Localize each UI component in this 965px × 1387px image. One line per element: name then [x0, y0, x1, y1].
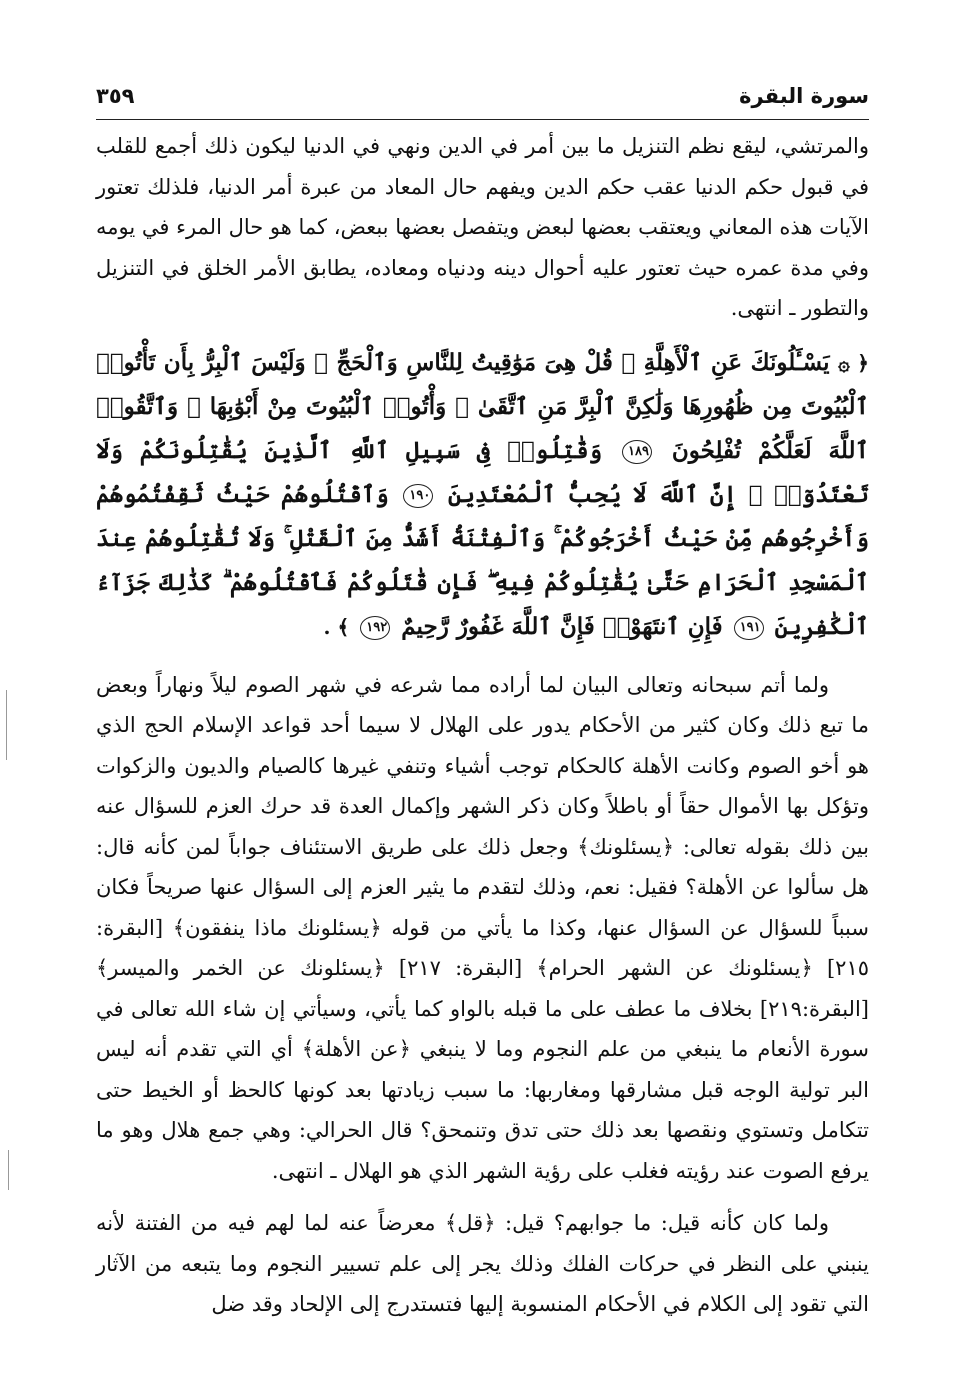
verse-text-192: فَإِنِ ٱنتَهَوْا۟ فَإِنَّ ٱللَّهَ غَفُورٌ رَّحِيمٌ — [401, 612, 723, 640]
verse-number-190: ١٩٠ — [403, 484, 433, 508]
verse-close-ornament: ﴾ . — [323, 614, 350, 639]
verse-number-189: ١٨٩ — [622, 440, 652, 464]
running-header — [96, 78, 869, 114]
quran-verse-block — [96, 341, 869, 649]
paragraph-1: والمرتشي، ليقع نظم التنزيل ما بين أمر في الدين ونهي في الدنيا ليكون ذلك أجمع للقلب في قبول حكم الدنيا عقب حكم الدين ويفهم حال المعاد من عبرة أمر الدنيا، فلذلك تعتور الآيات هذه المعاني ويعتقب بعضها لبعض ويتفصل بعضها ببعض، كما هو حال المرء في يومه وفي مدة عمره حيث تعتور عليه أحوال دينه ودنياه ومعاده، يطابق الأمر الخلق في التنزيل والتطور ـ انتهى. — [95, 134, 869, 320]
verse-text-191: وَٱقْتُلُوهُمْ حَيْثُ ثَقِفْتُمُوهُمْ وَأَخْرِجُوهُم مِّنْ حَيْثُ أَخْرَجُوكُمْ ۚ وَٱلْفِتْنَةُ أَشَدُّ مِنَ ٱلْقَتْلِ ۚ وَلَا تُقَٰتِلُوهُمْ عِندَ ٱلْمَسْجِدِ ٱلْحَرَامِ حَتَّىٰ يُقَٰتِلُوكُمْ فِيهِ ۖ فَإِن قَٰتَلُوكُمْ فَٱقْتُلُوهُمْ ۗ كَذَٰلِكَ جَزَآءُ ٱلْكَٰفِرِينَ — [96, 480, 869, 640]
verse-number-191: ١٩١ — [734, 616, 764, 640]
page-number: ٣٥٩ — [96, 84, 135, 108]
body-text — [96, 126, 869, 1325]
paragraph-3: ولما كان كأنه قيل: ما جوابهم؟ قيل: ﴿قل﴾ معرضاً عنه لما لهم فيه من الفتنة لأنه ينبني على النظر في حركات الفلك وذلك يجر إلى علم تسيير النجوم وما يتبعه من الآثار التي تقود إلى الكلام في الأحكام المنسوبة إليها فتستدرج إلى الإلحاد وقد ضل — [96, 1211, 869, 1316]
verse-number-192: ١٩٢ — [360, 616, 390, 640]
header-rule — [96, 119, 869, 120]
surah-title: سورة البقرة — [739, 84, 869, 108]
verse-text-189: يَسْـَٔلُونَكَ عَنِ ٱلْأَهِلَّةِ ۖ قُلْ هِىَ مَوَٰقِيتُ لِلنَّاسِ وَٱلْحَجِّ ۗ وَلَيْسَ ٱلْبِرُّ بِأَن تَأْتُوا۟ ٱلْبُيُوتَ مِن ظُهُورِهَا وَلَٰكِنَّ ٱلْبِرَّ مَنِ ٱتَّقَىٰ ۗ وَأْتُوا۟ ٱلْبُيُوتَ مِنْ أَبْوَٰبِهَا ۚ وَٱتَّقُوا۟ ٱللَّهَ لَعَلَّكُمْ تُفْلِحُونَ — [96, 348, 869, 464]
scan-margin-mark — [6, 690, 7, 760]
verse-text-190: وَقَٰتِلُوا۟ فِى سَبِيلِ ٱللَّهِ ٱلَّذِينَ يُقَٰتِلُونَكُمْ وَلَا تَعْتَدُوٓا۟ ۚ إِنَّ ٱللَّهَ لَا يُحِبُّ ٱلْمُعْتَدِينَ — [96, 436, 869, 508]
paragraph-2: ولما أتم سبحانه وتعالى البيان لما أراده مما شرعه في شهر الصوم ليلاً ونهاراً وبعض ما تبع ذلك وكان كثير من الأحكام يدور على الهلال لا سيما أحد قواعد الإسلام الحج الذي هو أخو الصوم وكانت الأهلة كالحكام توجب أشياء وتنفي غيرها كالصيام والديون والزكوات وتؤكل بها الأموال حقاً أو باطلاً وكان ذكر الشهر وإكمال العدة قد حرك العزم للسؤال عنه بين ذلك بقوله تعالى: ﴿يسئلونك﴾ وجعل ذلك على طريق الاستئناف جواباً لمن كأنه قال: هل سألوا عن الأهلة؟ فقيل: نعم، وذلك لتقدم ما يثير العزم إلى السؤال عنها صريحاً فكان سبباً للسؤال عن السؤال عنها، وكذا ما يأتي من قوله ﴿يسئلونك ماذا ينفقون﴾ [البقرة: ٢١٥] ﴿يسئلونك عن الشهر الحرام﴾ [البقرة: ٢١٧] ﴿يسئلونك عن الخمر والميسر﴾ [البقرة:٢١٩] بخلاف ما عطف على ما قبله بالواو كما يأتي، وسيأتي إن شاء الله تعالى في سورة الأنعام ما ينبغي من علم النجوم وما لا ينبغي ﴿عن الأهلة﴾ أي التي تقدم أنه ليس البر تولية الوجه قبل مشارقها ومغاربها: ما سبب زيادتها بعد كونها كالحظ أو الخيط حتى تتكامل وتستوي ونقصها بعد ذلك حتى تدق وتنمحق؟ قال الحرالي: وهي جمع هلال وهو ما يرفع الصوت عند رؤيته فغلب على رؤية الشهر الذي هو الهلال ـ انتهى. — [96, 672, 870, 1183]
scan-margin-mark — [8, 1150, 9, 1190]
verse-open-ornament: ﴿ ۞ — [838, 350, 869, 375]
